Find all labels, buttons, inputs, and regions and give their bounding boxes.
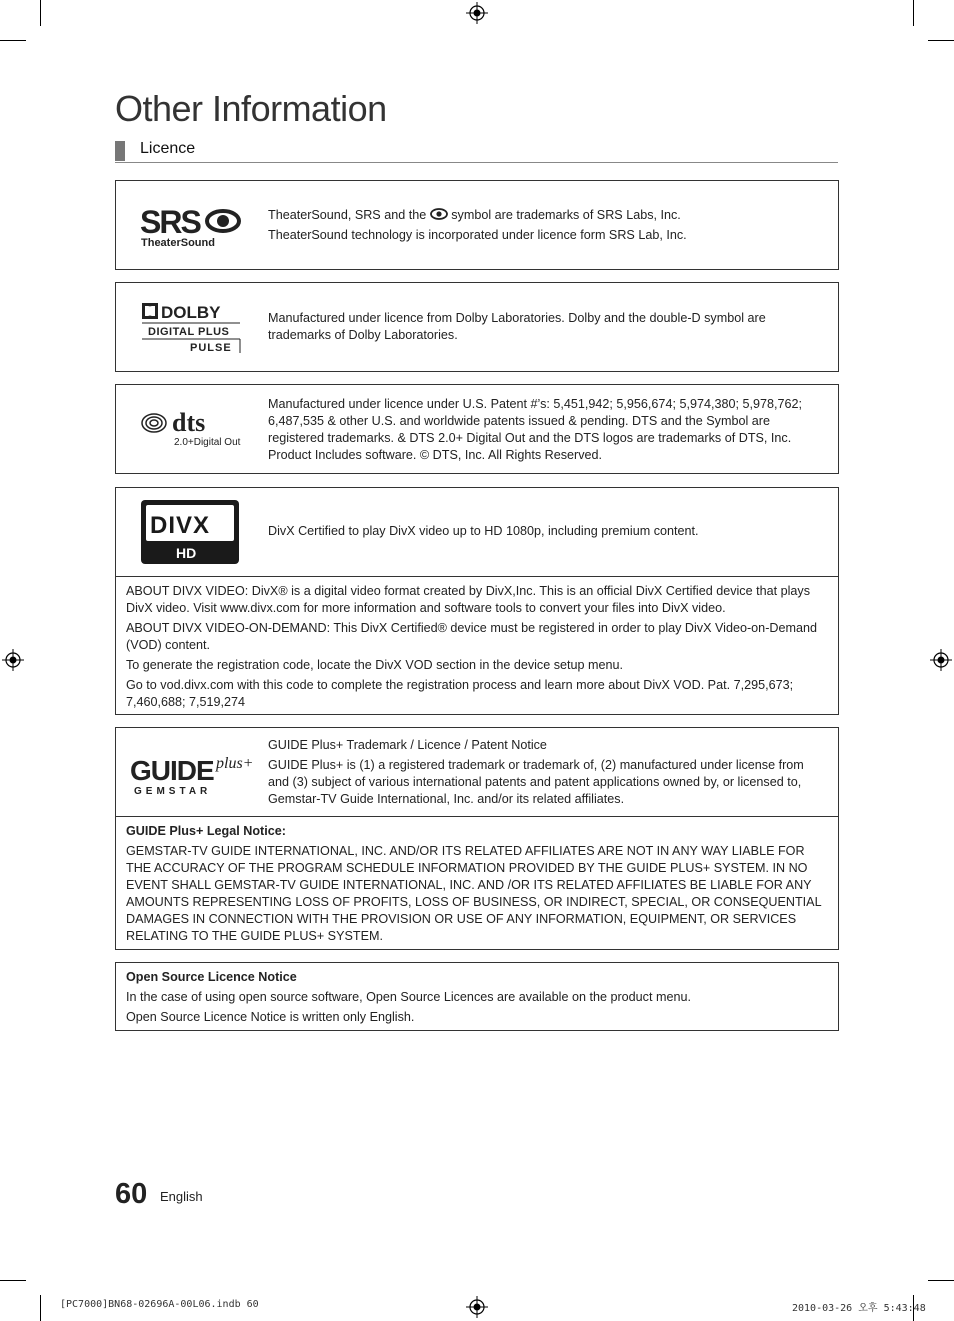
srs-logo-subtext: TheaterSound xyxy=(141,237,215,249)
open-source-box xyxy=(115,962,839,1031)
page-language: English xyxy=(160,1189,203,1204)
open-source-line2: Open Source Licence Notice is written only English. xyxy=(126,1010,415,1024)
dolby-logo xyxy=(140,301,244,357)
dts-logo-icon xyxy=(140,409,250,449)
dts-licence-box xyxy=(115,384,839,474)
srs-line2: TheaterSound technology is incorporated under licence form SRS Lab, Inc. xyxy=(268,228,687,242)
dolby-text: Manufactured under licence from Dolby Laboratories. Dolby and the double-D symbol are trademarks of Dolby Laboratories. xyxy=(268,311,766,342)
crop-mark xyxy=(40,0,41,26)
divx-logo-text: DIVX xyxy=(150,512,211,539)
guide-logo-text: GUIDE xyxy=(130,755,214,786)
guide-plus-licence-box xyxy=(115,727,839,950)
srs-symbol-icon xyxy=(430,208,448,220)
dts-subtext: 2.0+Digital Out xyxy=(174,437,241,448)
dolby-licence-box xyxy=(115,282,839,372)
section-header xyxy=(115,140,838,163)
section-title: Licence xyxy=(140,140,196,157)
registration-mark-icon xyxy=(466,1296,488,1318)
dts-text: Manufactured under licence under U.S. Patent #’s: 5,451,942; 5,956,674; 5,974,380; 5,978,762; 6,487,535 & other U.S. and worldwide patents issued & pending. DTS and the Symbol are registered trademarks. & DTS 2.0+ Digital Out and the DTS logos are trademarks of DTS, Inc. Product Includes software. © DTS, Inc. All Rights Reserved. xyxy=(268,397,802,462)
dolby-digital-plus-text: DIGITAL PLUS xyxy=(148,326,230,338)
print-slug-file: [PC7000]BN68-02696A-00L06.indb 60 xyxy=(60,1299,259,1310)
divx-logo xyxy=(140,499,240,565)
open-source-line1: In the case of using open source software, Open Source Licences are available on the product menu. xyxy=(126,990,691,1004)
divx-text: DivX Certified to play DivX video up to HD 1080p, including premium content. xyxy=(268,524,699,538)
srs-logo xyxy=(140,201,250,249)
divx-hd-text: HD xyxy=(176,545,197,561)
gemstar-text: GEMSTAR xyxy=(134,786,212,797)
divx-about-video: ABOUT DIVX VIDEO: DivX® is a digital video format created by DivX,Inc. This is an official DivX Certified device that plays DivX video. Visit www.divx.com for more information and software tools to convert your files into DivX video. xyxy=(126,584,811,615)
dts-logo xyxy=(140,409,250,449)
srs-logo-icon xyxy=(140,201,250,249)
crop-mark xyxy=(928,40,954,41)
guide-plus-text: plus+ xyxy=(216,755,254,772)
dolby-pulse-text: PULSE xyxy=(190,342,232,354)
crop-mark xyxy=(0,40,26,41)
print-slug-date: 2010-03-26 오후 5:43:48 xyxy=(792,1303,926,1314)
registration-mark-icon xyxy=(2,649,24,671)
divx-registration: To generate the registration code, locate the DivX VOD section in the device setup menu. xyxy=(126,658,624,672)
open-source-title: Open Source Licence Notice xyxy=(126,970,297,984)
divx-hd-icon xyxy=(140,499,240,565)
guide-plus-description: GUIDE Plus+ is (1) a registered trademark or trademark of, (2) manufactured under license from and (3) subject of various international patents and patent applications owned by, or licensed to, Gemstar-TV Guide International, Inc. and/or its related affiliates. xyxy=(268,758,804,806)
page-number: 60 xyxy=(115,1178,148,1210)
srs-line1-start: TheaterSound, SRS and the xyxy=(268,208,430,222)
crop-mark xyxy=(928,1280,954,1281)
guide-plus-heading: GUIDE Plus+ Trademark / Licence / Patent Notice xyxy=(268,738,547,752)
divx-about-vod: ABOUT DIVX VIDEO-ON-DEMAND: This DivX Certified® device must be registered in order to play DivX Video-on-Demand (VOD) content. xyxy=(126,621,817,652)
divx-licence-box xyxy=(115,487,839,715)
registration-mark-icon xyxy=(466,2,488,24)
divx-details xyxy=(116,576,838,720)
srs-licence-box xyxy=(115,180,839,270)
guide-plus-text-block xyxy=(268,737,826,811)
dolby-logo-text: DOLBY xyxy=(161,303,221,322)
srs-line1-end: symbol are trademarks of SRS Labs, Inc. xyxy=(447,208,681,222)
registration-mark-icon xyxy=(930,649,952,671)
guide-plus-icon xyxy=(130,746,254,798)
dolby-double-d-icon xyxy=(140,301,244,357)
section-bar xyxy=(115,141,125,161)
guide-plus-legal-text: GEMSTAR-TV GUIDE INTERNATIONAL, INC. AND/OR ITS RELATED AFFILIATES ARE NOT IN ANY WAY LIABLE FOR THE ACCURACY OF THE PROGRAM SCHEDULE INFORMATION PROVIDED BY THE GUIDE PLUS+ SYSTEM. IN NO EVENT SHALL GEMSTAR-TV GUIDE INTERNATIONAL, INC. AND /OR ITS RELATED AFFILIATES BE LIABLE FOR ANY AMOUNTS REPRESENTING LOSS OF PROFITS, LOSS OF BUSINESS, OR INDIRECT, SPECIAL, OR CONSEQUENTIAL DAMAGES IN CONNECTION WITH THE PROVISION OR USE OF ANY INFORMATION, EQUIPMENT, OR SERVICES RELATING TO THE GUIDE PLUS+ SYSTEM. xyxy=(126,844,822,943)
guide-plus-logo xyxy=(130,746,254,798)
crop-mark xyxy=(40,1295,41,1321)
open-source-content xyxy=(116,963,838,1035)
srs-text xyxy=(268,207,826,247)
guide-plus-legal xyxy=(116,816,838,954)
dts-logo-text: dts xyxy=(172,409,206,437)
guide-plus-legal-title: GUIDE Plus+ Legal Notice: xyxy=(126,824,286,838)
srs-logo-text: SRS xyxy=(140,204,200,240)
crop-mark xyxy=(0,1280,26,1281)
divx-goto: Go to vod.divx.com with this code to complete the registration process and learn more about DivX VOD. Pat. 7,295,673; 7,460,688; 7,519,274 xyxy=(126,678,794,709)
page-title: Other Information xyxy=(115,88,387,129)
crop-mark xyxy=(913,0,914,26)
